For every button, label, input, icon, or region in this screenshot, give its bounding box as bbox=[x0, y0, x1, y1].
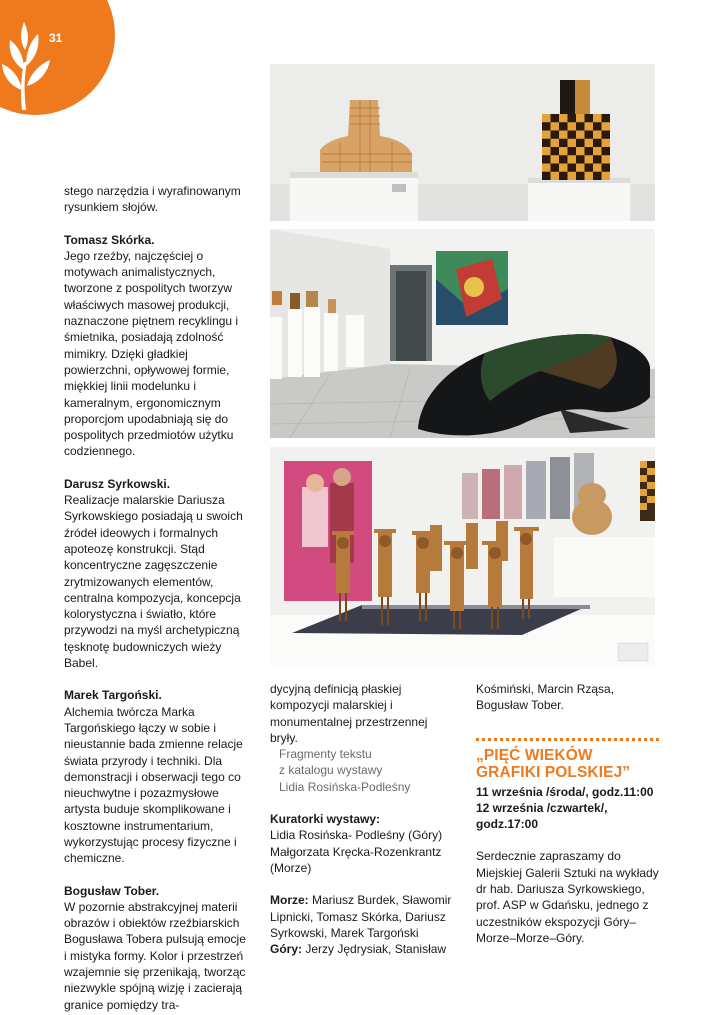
text-column-2 bbox=[270, 681, 456, 957]
artist-name-syrkowski: Darusz Syrkowski. bbox=[64, 476, 171, 491]
dotted-divider bbox=[476, 738, 659, 741]
morze-label: Morze: bbox=[270, 893, 309, 908]
corner-logo bbox=[0, 0, 115, 115]
exhibition-photo-wooden-figures bbox=[270, 447, 655, 667]
curator-1: Lidia Rosińska- Podleśny (Góry) bbox=[270, 828, 443, 843]
exhibition-photo-sculptures bbox=[270, 64, 655, 221]
gory-artists bbox=[270, 941, 456, 957]
event-date-1: 11 września /środa/, godz.11:00 bbox=[476, 784, 654, 799]
invitation-paragraph: Serdecznie zapraszamy do Miejskiej Galerii Sztuki na wykłady dr hab. Dariusza Syrkowskiego, prof. ASP w Gdańsku, jednego z uczestników ekspozycji Góry–Morze–Morze–Góry. bbox=[476, 849, 659, 945]
page-number: 31 bbox=[49, 31, 63, 45]
artist-text-syrkowski: Realizacje malarskie Dariusza Syrkowskiego posiadają u swoich źródeł ideowych i formalnych apoteozę konstrukcji. Stąd koncentryczne zagęszczenie zrytmizowanych elementów, centralna kompozycja, koncepcja kolorystyczna i światło, które przywodzi na myśl archetypiczną tęsknotę budowniczych wieży Babel. bbox=[64, 493, 243, 671]
artist-text-skorka: Jego rzeźby, najczęściej o motywach animalistycznych, tworzone z pospolitych tworzyw właściwych masowej produkcji, naznaczone piętnem recyklingu i śmietnika, posiadają zdolność mimikry. Dzięki gładkiej powierzchni, opływowej formie, miękkiej linii modelunku i kameralnym, ergonomicznym proporcjom upodabniają się do pospolitych przedmiotów użytku codziennego. bbox=[64, 248, 239, 459]
event-heading-line-1: „PIĘĆ WIEKÓW bbox=[476, 746, 593, 764]
intro-paragraph: stego narzędzia i wyrafinowanym rysunkiem słojów. bbox=[64, 184, 241, 215]
text-column-3 bbox=[476, 681, 666, 946]
event-date-2: 12 września /czwartek/, godz.17:00 bbox=[476, 800, 608, 832]
artist-name-tober: Bogusław Tober. bbox=[64, 883, 160, 898]
event-heading-line-2: GRAFIKI POLSKIEJ” bbox=[476, 763, 631, 781]
continuation-paragraph: dycyjną definicją płaskiej kompozycji malarskiej i monumentalnej przestrzennej bryły. bbox=[270, 682, 428, 745]
caption-line-3: Lidia Rosińska-Podleśny bbox=[279, 779, 411, 794]
caption-line-1: Fragmenty tekstu bbox=[279, 747, 372, 762]
artist-text-targonski: Alchemia twórcza Marka Targońskiego łączy w sobie i nieustannie bada zmienne relacje świata przyrody i techniki. Dla demonstracji i obserwacji tego co nieuchwytne i pozazmysłowe artysta buduje skomplikowane i kosztowne instrumentarium, wykorzystując procesy fizyczne i chemiczne. bbox=[64, 704, 243, 866]
curators-label: Kuratorki wystawy: bbox=[270, 812, 381, 827]
morze-list: Mariusz Burdek, Sławomir Lipnicki, Tomasz Skórka, Dariusz Syrkowski, Marek Targoński bbox=[270, 893, 452, 940]
caption-line-2: z katalogu wystawy bbox=[279, 763, 383, 778]
continuation-artists: Kośmiński, Marcin Rząsa, Bogusław Tober. bbox=[476, 682, 615, 713]
exhibition-photo-gallery-room bbox=[270, 229, 655, 438]
artist-text-tober: W pozornie abstrakcyjnej materii obrazów i obiektów rzeźbiarskich Bogusława Tobera pulsują emocje i mistyka formy. Kolor i przestrzeń wzajemnie się przenikają, tworząc niezwykle spójną wizję i zacierają granice pomiędzy tra- bbox=[64, 899, 246, 1012]
artist-name-targonski: Marek Targoński. bbox=[64, 688, 162, 703]
gory-label: Góry: bbox=[270, 942, 303, 957]
wheat-sprout-logo-icon bbox=[0, 0, 115, 115]
gory-list: Jerzy Jędrysiak, Stanisław bbox=[305, 942, 447, 957]
text-column-1 bbox=[64, 183, 250, 1013]
morze-artists bbox=[270, 892, 456, 941]
artist-name-skorka: Tomasz Skórka. bbox=[64, 232, 155, 247]
curator-2: Małgorzata Kręcka-Rozenkrantz (Morze) bbox=[270, 844, 442, 875]
